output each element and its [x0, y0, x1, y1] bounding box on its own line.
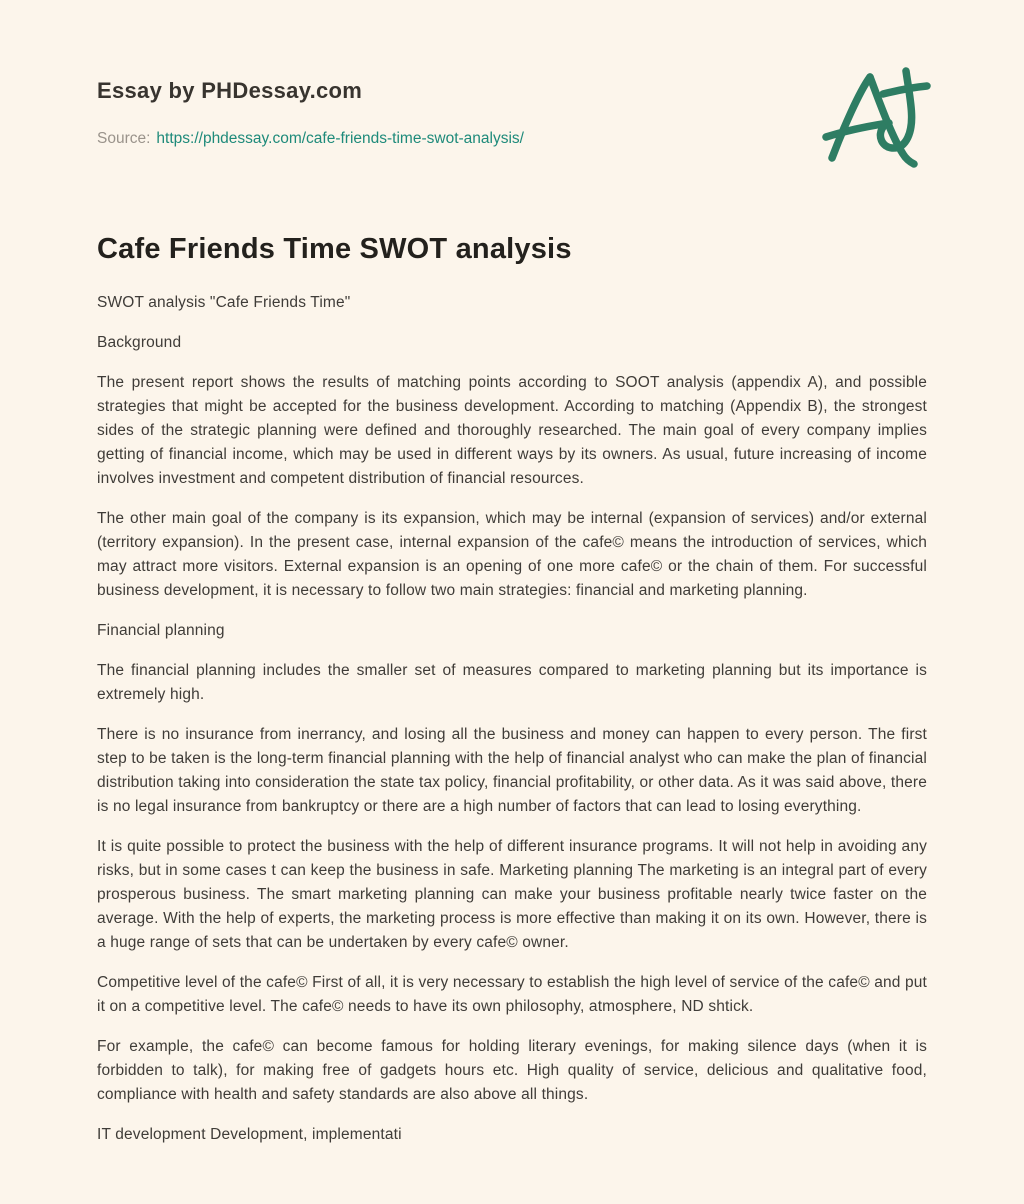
phdessay-a-plus-logo-icon [819, 64, 931, 168]
source-url-link[interactable]: https://phdessay.com/cafe-friends-time-swot-analysis/ [156, 130, 524, 147]
byline-heading: Essay by PHDessay.com [97, 78, 363, 103]
article-paragraph: The present report shows the results of matching points according to SOOT analysis (appendix A), and possible strategies that might be accepted for the business development. According to matching (Appendix B), the strongest sides of the strategic planning were defined and thoroughly researched. The main goal of every company implies getting of financial income, which may be used in different ways by its owners. As usual, future increasing of income involves investment and competent distribution of financial resources. [97, 374, 927, 487]
essay-article [97, 231, 927, 1147]
section-heading-background: Background [97, 334, 182, 351]
article-paragraph-truncated: IT development Development, implementati [97, 1126, 402, 1143]
article-paragraph: For example, the cafe© can become famous for holding literary evenings, for making silence days (when it is forbidden to talk), for making free of gadgets hours etc. High quality of service, delicious and qualitative food, compliance with health and safety standards are also above all things. [97, 1038, 927, 1103]
article-paragraph: The financial planning includes the smaller set of measures compared to marketing planning but its importance is extremely high. [97, 662, 927, 703]
section-heading-financial-planning: Financial planning [97, 622, 225, 639]
article-paragraph: Competitive level of the cafe© First of all, it is very necessary to establish the high level of service of the cafe© and put it on a competitive level. The cafe© needs to have its own philosophy, atmosphere, ND shtick. [97, 974, 927, 1015]
article-paragraph: The other main goal of the company is its expansion, which may be internal (expansion of services) and/or external (territory expansion). In the present case, internal expansion of the cafe© means the introduction of services, which may attract more visitors. External expansion is an opening of one more cafe© or the chain of them. For successful business development, it is necessary to follow two main strategies: financial and marketing planning. [97, 510, 927, 599]
article-title: Cafe Friends Time SWOT analysis [97, 233, 572, 265]
article-paragraph: There is no insurance from inerrancy, and losing all the business and money can happen to every person. The first step to be taken is the long-term financial planning with the help of financial analyst who can make the plan of financial distribution taking into consideration the state tax policy, financial profitability, or other data. As it was said above, there is no legal insurance from bankruptcy or there are a high number of factors that can lead to losing everything. [97, 726, 927, 815]
source-line [97, 128, 927, 149]
article-paragraph: It is quite possible to protect the business with the help of different insurance programs. It will not help in avoiding any risks, but in some cases t can keep the business in safe. Marketing planning The marketing is an integral part of every prosperous business. The smart marketing planning can make your business profitable nearly twice faster on the average. With the help of experts, the marketing process is more effective than making it on its own. However, there is a huge range of sets that can be undertaken by every cafe© owner. [97, 838, 927, 951]
article-subtitle: SWOT analysis "Cafe Friends Time" [97, 294, 351, 311]
page-header [97, 78, 927, 149]
source-label: Source: [97, 130, 151, 147]
